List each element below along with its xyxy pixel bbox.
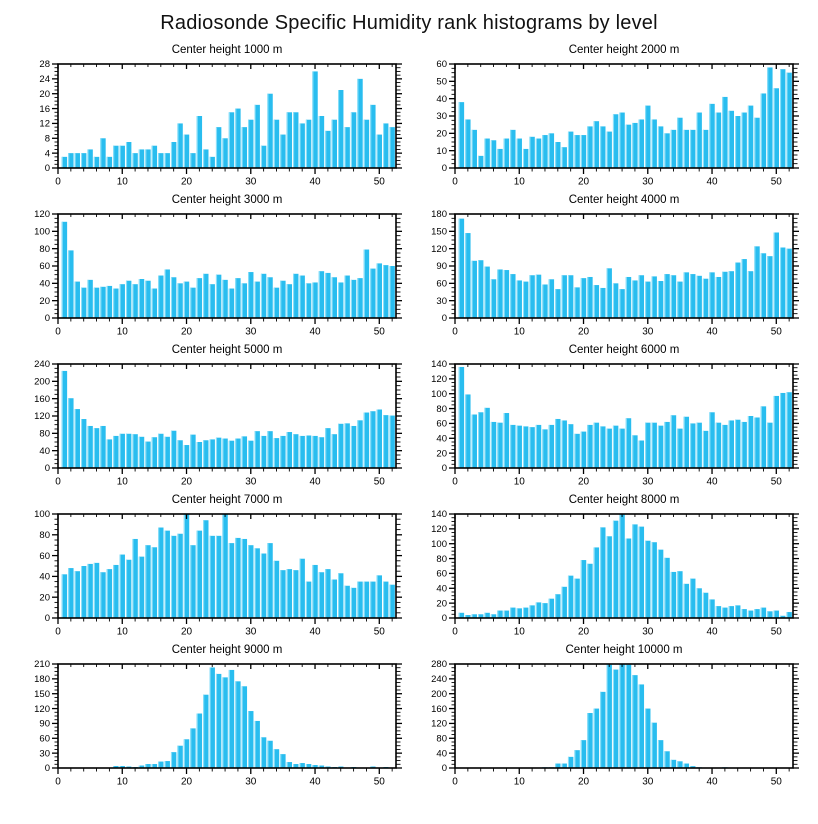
svg-text:0: 0 [44,763,50,775]
svg-text:150: 150 [431,226,447,238]
svg-text:100: 100 [34,509,50,521]
svg-text:240: 240 [34,359,50,371]
svg-text:20: 20 [577,476,590,488]
histogram-canvas-4000m [407,209,804,342]
svg-text:60: 60 [436,59,447,71]
svg-text:0: 0 [55,476,61,488]
histogram-canvas-7000m [10,509,407,642]
svg-text:120: 120 [34,411,50,423]
svg-text:40: 40 [309,626,321,638]
svg-text:140: 140 [431,509,447,521]
svg-text:10: 10 [116,476,128,488]
svg-text:40: 40 [706,626,718,638]
histogram-panel-9000m [10,642,407,792]
svg-text:30: 30 [245,626,257,638]
svg-text:140: 140 [431,359,447,371]
svg-text:0: 0 [452,626,458,638]
svg-text:30: 30 [642,776,654,788]
histogram-panel-6000m [407,342,804,492]
svg-text:10: 10 [513,476,525,488]
svg-text:50: 50 [770,176,782,188]
svg-text:180: 180 [431,209,447,221]
svg-text:60: 60 [39,550,50,562]
svg-text:100: 100 [431,538,447,550]
histogram-panel-3000m [10,192,407,342]
svg-text:280: 280 [431,659,447,671]
histogram-canvas-3000m [10,209,407,342]
svg-text:28: 28 [39,59,50,71]
svg-text:4: 4 [44,148,50,160]
svg-text:50: 50 [373,626,385,638]
svg-text:0: 0 [44,163,50,175]
svg-text:10: 10 [116,776,128,788]
svg-text:200: 200 [431,688,447,700]
svg-text:120: 120 [431,374,447,386]
svg-text:8: 8 [44,133,50,145]
svg-text:180: 180 [34,674,50,686]
svg-text:20: 20 [577,176,590,188]
svg-text:40: 40 [436,748,447,760]
svg-text:30: 30 [436,111,447,123]
svg-text:10: 10 [436,145,447,157]
svg-text:80: 80 [436,733,447,745]
svg-text:0: 0 [55,776,61,788]
svg-text:0: 0 [55,176,61,188]
svg-text:40: 40 [436,433,447,445]
svg-text:160: 160 [431,703,447,715]
svg-text:30: 30 [642,176,654,188]
svg-text:0: 0 [441,613,447,625]
svg-text:0: 0 [44,463,50,475]
svg-text:60: 60 [436,278,447,290]
svg-text:30: 30 [642,626,654,638]
svg-text:80: 80 [39,428,50,440]
svg-text:0: 0 [452,176,458,188]
panel-title-4000m: Center height 4000 m [568,194,680,206]
histogram-panel-2000m [407,42,804,192]
svg-text:150: 150 [34,688,50,700]
svg-text:80: 80 [436,403,447,415]
svg-text:40: 40 [309,476,321,488]
svg-text:10: 10 [513,776,525,788]
svg-text:20: 20 [577,326,590,338]
svg-text:210: 210 [34,659,50,671]
svg-text:10: 10 [116,326,128,338]
panel-title-5000m: Center height 5000 m [171,344,283,356]
svg-text:40: 40 [39,445,50,457]
svg-text:40: 40 [309,326,321,338]
svg-text:100: 100 [34,226,50,238]
histogram-panel-8000m [407,492,804,642]
svg-text:160: 160 [34,393,50,405]
svg-text:0: 0 [55,326,61,338]
panel-title-9000m: Center height 9000 m [171,644,283,656]
svg-text:0: 0 [44,313,50,325]
panel-title-6000m: Center height 6000 m [568,344,680,356]
svg-text:20: 20 [436,128,447,140]
chart-grid [10,42,818,792]
svg-text:40: 40 [706,326,718,338]
svg-text:120: 120 [34,703,50,715]
svg-text:0: 0 [441,763,447,775]
svg-text:40: 40 [309,776,321,788]
svg-text:20: 20 [180,326,193,338]
histogram-canvas-8000m [407,509,804,642]
svg-text:10: 10 [513,326,525,338]
svg-text:50: 50 [436,76,447,88]
svg-text:10: 10 [513,176,525,188]
svg-text:20: 20 [577,776,590,788]
svg-text:100: 100 [431,388,447,400]
histogram-canvas-2000m [407,59,804,192]
svg-text:10: 10 [116,626,128,638]
svg-text:0: 0 [452,326,458,338]
svg-text:240: 240 [431,674,447,686]
panel-title-2000m: Center height 2000 m [568,44,680,56]
svg-text:50: 50 [770,776,782,788]
svg-text:30: 30 [642,476,654,488]
svg-text:0: 0 [452,476,458,488]
svg-text:50: 50 [373,776,385,788]
svg-text:0: 0 [452,776,458,788]
svg-text:20: 20 [180,476,193,488]
svg-text:40: 40 [436,583,447,595]
panel-title-10000m: Center height 10000 m [565,644,683,656]
svg-text:60: 60 [39,261,50,273]
histogram-panel-1000m [10,42,407,192]
svg-text:80: 80 [39,530,50,541]
svg-text:50: 50 [770,626,782,638]
svg-text:24: 24 [39,74,50,86]
histogram-panel-5000m [10,342,407,492]
svg-text:120: 120 [34,209,50,221]
svg-text:0: 0 [441,163,447,175]
svg-text:40: 40 [706,176,718,188]
svg-text:90: 90 [39,718,50,730]
svg-text:30: 30 [245,476,257,488]
histogram-panel-10000m [407,642,804,792]
svg-text:20: 20 [180,176,193,188]
svg-text:120: 120 [431,718,447,730]
svg-text:0: 0 [55,626,61,638]
histogram-canvas-1000m [10,59,407,192]
svg-text:16: 16 [39,103,50,115]
histogram-panel-4000m [407,192,804,342]
svg-text:30: 30 [436,295,447,307]
svg-text:20: 20 [436,448,447,460]
svg-text:80: 80 [39,243,50,255]
svg-text:200: 200 [34,376,50,388]
svg-text:60: 60 [436,418,447,430]
svg-text:10: 10 [116,176,128,188]
histogram-panel-7000m [10,492,407,642]
svg-text:40: 40 [39,571,50,583]
svg-text:12: 12 [39,118,50,130]
svg-text:0: 0 [441,313,447,325]
svg-text:30: 30 [642,326,654,338]
svg-text:50: 50 [373,476,385,488]
histogram-canvas-6000m [407,359,804,492]
svg-text:40: 40 [706,776,718,788]
panel-title-8000m: Center height 8000 m [568,494,680,506]
svg-text:60: 60 [436,568,447,580]
svg-text:50: 50 [373,326,385,338]
svg-text:30: 30 [39,748,50,760]
svg-text:40: 40 [309,176,321,188]
svg-text:40: 40 [436,93,447,105]
svg-text:0: 0 [44,613,50,625]
svg-text:20: 20 [180,626,193,638]
svg-text:20: 20 [39,88,50,100]
svg-text:60: 60 [39,733,50,745]
svg-text:30: 30 [245,176,257,188]
svg-text:120: 120 [431,243,447,255]
svg-text:20: 20 [436,598,447,610]
svg-text:30: 30 [245,326,257,338]
svg-text:80: 80 [436,553,447,565]
svg-text:120: 120 [431,524,447,536]
panel-title-1000m: Center height 1000 m [171,44,283,56]
svg-text:20: 20 [577,626,590,638]
page-title: Radiosonde Specific Humidity rank histograms by level [160,12,658,34]
svg-text:50: 50 [770,326,782,338]
svg-text:20: 20 [39,295,50,307]
svg-text:50: 50 [373,176,385,188]
svg-text:40: 40 [39,278,50,290]
panel-title-7000m: Center height 7000 m [171,494,283,506]
svg-text:20: 20 [180,776,193,788]
svg-text:50: 50 [770,476,782,488]
svg-text:40: 40 [706,476,718,488]
histogram-canvas-5000m [10,359,407,492]
svg-text:90: 90 [436,261,447,273]
histogram-canvas-9000m [10,659,407,792]
panel-title-3000m: Center height 3000 m [171,194,283,206]
svg-text:20: 20 [39,592,50,604]
svg-text:30: 30 [245,776,257,788]
svg-text:10: 10 [513,626,525,638]
svg-text:0: 0 [441,463,447,475]
histogram-canvas-10000m [407,659,804,792]
